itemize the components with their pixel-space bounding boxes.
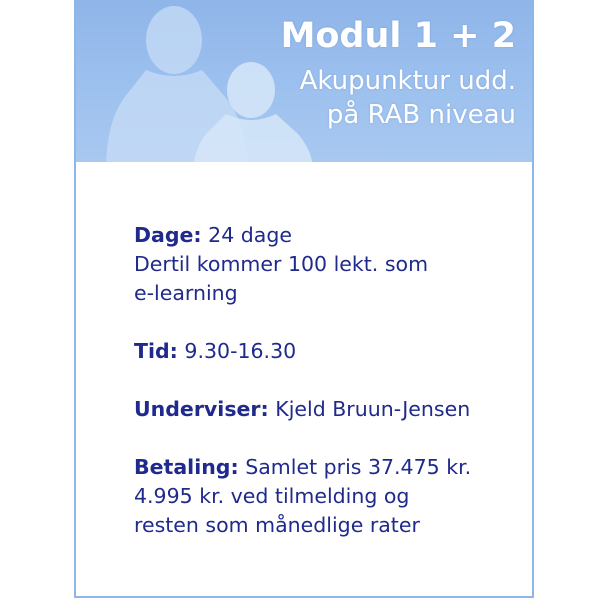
payment-label: Betaling: [134,455,239,479]
payment-section [134,453,524,540]
payment-extra-line-1: 4.995 kr. ved tilmelding og [134,484,410,508]
course-subtitle [300,64,516,132]
teacher-label: Underviser: [134,397,269,421]
card-header [76,2,532,162]
days-value: 24 dage [208,223,292,247]
days-label: Dage: [134,223,202,247]
payment-value: Samlet pris 37.475 kr. [245,455,472,479]
days-section [134,221,524,308]
teacher-section [134,395,524,424]
course-details [134,221,524,540]
course-title: Modul 1 + 2 [280,16,516,56]
time-label: Tid: [134,339,178,363]
course-subtitle-line-2: på RAB niveau [326,100,516,130]
teacher-value: Kjeld Bruun-Jensen [275,397,471,421]
course-card [74,0,534,598]
time-section [134,337,524,366]
course-subtitle-line-1: Akupunktur udd. [299,66,516,96]
payment-extra-line-2: resten som månedlige rater [134,513,420,537]
days-extra-line-1: Dertil kommer 100 lekt. som [134,252,429,276]
time-value: 9.30-16.30 [184,339,297,363]
days-extra-line-2: e-learning [134,281,238,305]
